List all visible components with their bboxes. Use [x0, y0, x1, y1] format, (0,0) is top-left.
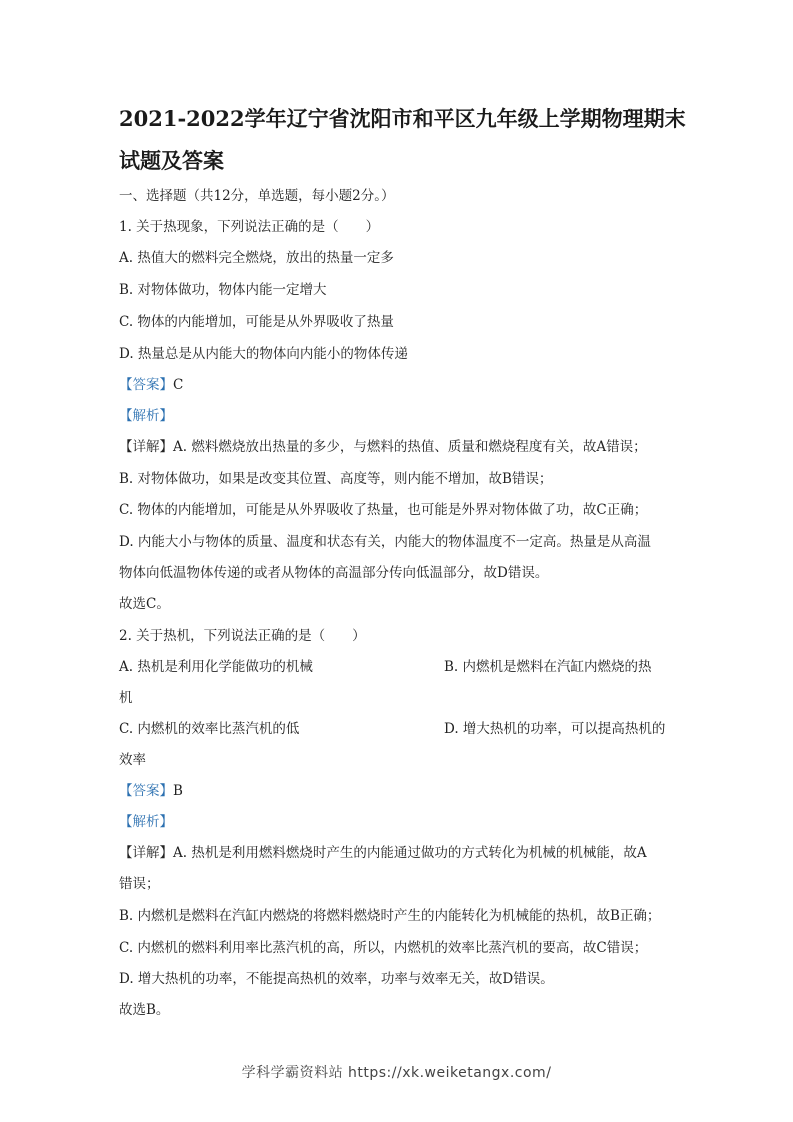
q2-option-b: B. 内燃机是燃料在汽缸内燃烧的热	[444, 659, 652, 675]
section-heading: 一、选择题（共12分，单选题，每小题2分。）	[119, 188, 395, 204]
q2-analysis-tag: 【解析】	[119, 814, 173, 830]
q1-answer-line	[119, 375, 679, 395]
q1-stem: 1. 关于热现象，下列说法正确的是（ ）	[119, 219, 380, 235]
q2-option-b-wrap: 机	[119, 690, 133, 706]
q2-detail-2: B. 内燃机是燃料在汽缸内燃烧的将燃料燃烧时产生的内能转化为机械能的热机，故B正确；	[119, 908, 661, 924]
q2-option-d: D. 增大热机的功率，可以提高热机的	[444, 721, 666, 737]
q1-analysis-tag: 【解析】	[119, 408, 173, 424]
q1-detail-3: C. 物体的内能增加，可能是从外界吸收了热量，也可能是外界对物体做了功，故C正确；	[119, 502, 648, 518]
q1-detail-2: B. 对物体做功，如果是改变其位置、高度等，则内能不增加，故B错误；	[119, 471, 553, 487]
footer-watermark: 学科学霸资料站 https://xk.weiketangx.com/	[241, 1065, 552, 1081]
q2-option-c: C. 内燃机的效率比蒸汽机的低	[119, 721, 300, 737]
q1-detail-4b: 物体向低温物体传递的或者从物体的高温部分传向低温部分，故D错误。	[119, 565, 549, 581]
q1-option-d: D. 热量总是从内能大的物体向内能小的物体传递	[119, 346, 408, 362]
q1-option-a: A. 热值大的燃料完全燃烧，放出的热量一定多	[119, 250, 394, 266]
q2-option-d-wrap: 效率	[119, 752, 146, 768]
q2-answer-line	[119, 781, 679, 801]
q1-detail-1: A. 燃料燃烧放出热量的多少，与燃料的热值、质量和燃烧程度有关，故A错误；	[173, 439, 647, 455]
q2-answer-value: B	[173, 783, 183, 799]
document-title-line-2: 试题及答案	[119, 148, 224, 173]
q2-detail-tag: 【详解】	[119, 845, 173, 861]
q2-detail-4: D. 增大热机的功率，不能提高热机的效率，功率与效率无关，故D错误。	[119, 971, 554, 987]
q2-answer-tag: 【答案】	[119, 783, 173, 799]
document-title-line-1: 2021-2022学年辽宁省沈阳市和平区九年级上学期物理期末	[119, 106, 686, 131]
q2-detail-1b: 错误；	[119, 876, 160, 892]
q1-detail-tag: 【详解】	[119, 439, 173, 455]
q2-stem: 2. 关于热机，下列说法正确的是（ ）	[119, 628, 366, 644]
q1-detail-line-1	[119, 437, 679, 457]
q1-option-b: B. 对物体做功，物体内能一定增大	[119, 282, 327, 298]
q2-detail-1a: A. 热机是利用燃料燃烧时产生的内能通过做功的方式转化为机械的机械能，故A	[173, 845, 647, 861]
q2-conclusion: 故选B。	[119, 1002, 170, 1018]
q1-answer-value: C	[173, 377, 184, 393]
q2-detail-3: C. 内燃机的燃料利用率比蒸汽机的高，所以，内燃机的效率比蒸汽机的要高，故C错误；	[119, 940, 648, 956]
q1-answer-tag: 【答案】	[119, 377, 173, 393]
q2-option-a: A. 热机是利用化学能做功的机械	[119, 659, 313, 675]
q1-option-c: C. 物体的内能增加，可能是从外界吸收了热量	[119, 314, 394, 330]
q1-conclusion: 故选C。	[119, 596, 170, 612]
q2-detail-line-1	[119, 843, 679, 863]
q1-detail-4a: D. 内能大小与物体的质量、温度和状态有关，内能大的物体温度不一定高。热量是从高温	[119, 534, 651, 550]
